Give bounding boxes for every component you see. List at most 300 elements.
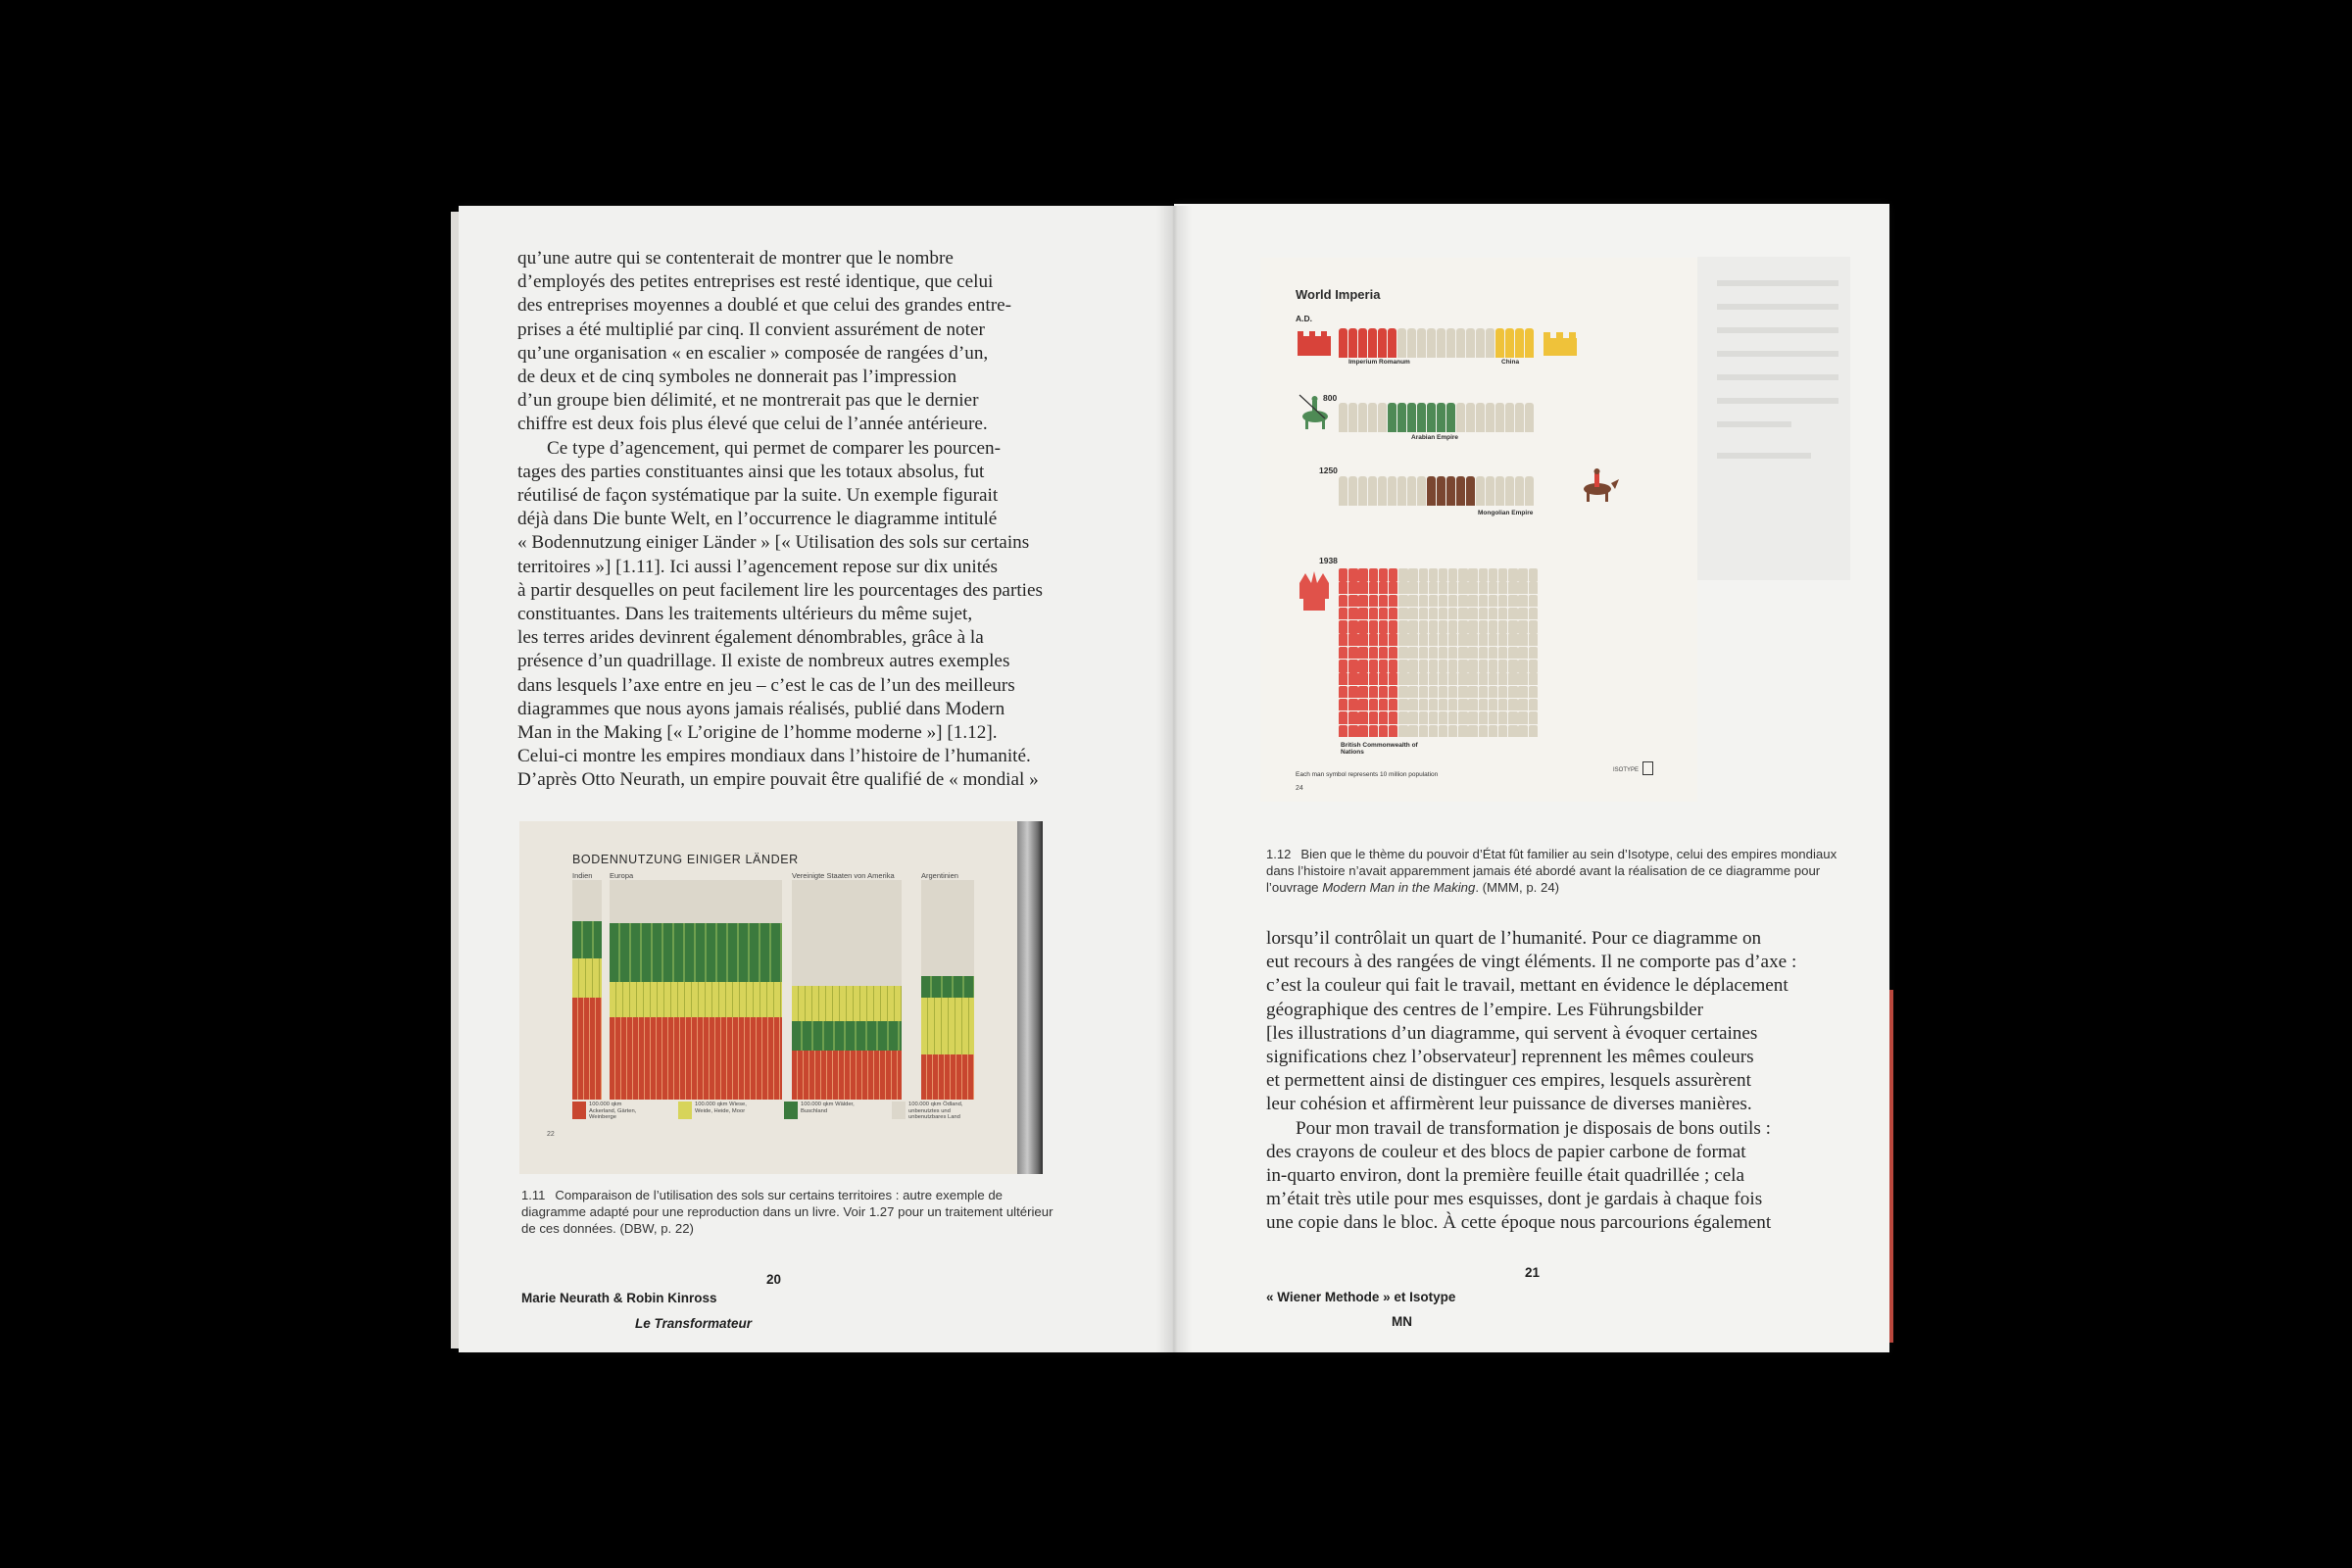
- man-symbol: [1369, 660, 1378, 672]
- text-line: lorsqu’il contrôlait un quart de l’humanité. Pour ce diagramme on: [1266, 928, 1762, 949]
- man-symbol: [1348, 568, 1357, 581]
- man-symbol: [1498, 647, 1507, 660]
- arab-horseman-icon: [1296, 393, 1338, 432]
- man-symbol: [1379, 647, 1388, 660]
- region-label-indien: Indien: [572, 871, 593, 880]
- man-symbol: [1408, 725, 1417, 738]
- man-symbol: [1508, 686, 1517, 699]
- man-symbol: [1439, 660, 1447, 672]
- man-symbol: [1479, 672, 1488, 685]
- man-symbol: [1429, 686, 1438, 699]
- man-symbol: [1458, 608, 1467, 620]
- man-symbol: [1379, 608, 1388, 620]
- photographed-book-spine: [1017, 821, 1043, 1174]
- man-symbol: [1427, 328, 1436, 358]
- man-symbol: [1518, 568, 1527, 581]
- man-symbol: [1439, 595, 1447, 608]
- man-symbol: [1508, 608, 1517, 620]
- man-symbol: [1419, 568, 1428, 581]
- man-symbol: [1398, 725, 1407, 738]
- man-symbol: [1476, 476, 1485, 506]
- man-symbol: [1518, 672, 1527, 685]
- man-symbol: [1468, 608, 1477, 620]
- right-page-number: 21: [1525, 1265, 1541, 1280]
- man-symbol: [1358, 672, 1367, 685]
- man-symbol: [1408, 581, 1417, 594]
- man-symbol: [1468, 725, 1477, 738]
- empire-label-arabian-empire: Arabian Empire: [1411, 434, 1459, 441]
- man-symbol: [1348, 328, 1357, 358]
- man-symbol: [1429, 581, 1438, 594]
- man-symbol: [1458, 725, 1467, 738]
- man-symbol: [1358, 568, 1367, 581]
- right-paragraph-1: [1266, 927, 1800, 1117]
- man-symbol: [1408, 699, 1417, 711]
- man-symbol: [1339, 568, 1348, 581]
- man-symbol: [1417, 328, 1426, 358]
- man-symbol: [1398, 660, 1407, 672]
- man-symbol: [1529, 699, 1538, 711]
- text-line: les terres arides devinrent également dénombrables, grâce à la: [517, 627, 984, 649]
- man-symbol: [1508, 699, 1517, 711]
- man-symbol: [1498, 672, 1507, 685]
- text-line: D’après Otto Neurath, un empire pouvait être qualifié de « mondial »: [517, 769, 1039, 791]
- man-symbol: [1408, 595, 1417, 608]
- man-symbol: [1389, 633, 1397, 646]
- caption-1-12-source: . (MMM, p. 24): [1475, 880, 1560, 895]
- man-symbol: [1508, 620, 1517, 633]
- man-symbol: [1508, 711, 1517, 724]
- caption-1-11-number: 1.11: [521, 1188, 546, 1202]
- man-symbol: [1429, 660, 1438, 672]
- man-symbol: [1458, 686, 1467, 699]
- text-line: territoires »] [1.11]. Ici aussi l’agencement repose sur dix unités: [517, 556, 999, 577]
- man-symbol: [1466, 476, 1475, 506]
- man-symbol: [1489, 725, 1497, 738]
- man-symbol: [1458, 633, 1467, 646]
- man-symbol: [1368, 476, 1377, 506]
- man-symbol: [1446, 328, 1455, 358]
- man-symbol: [1339, 403, 1348, 432]
- man-symbol: [1358, 686, 1367, 699]
- man-symbol: [1398, 608, 1407, 620]
- man-symbol: [1529, 581, 1538, 594]
- figure-1-11-title: BODENNUTZUNG EINIGER LÄNDER: [572, 853, 799, 866]
- man-symbol: [1339, 633, 1348, 646]
- man-symbol: [1476, 328, 1485, 358]
- man-symbol: [1529, 686, 1538, 699]
- man-symbol: [1408, 672, 1417, 685]
- man-symbol: [1458, 699, 1467, 711]
- man-symbol: [1529, 608, 1538, 620]
- man-symbol: [1479, 711, 1488, 724]
- figure-1-11-page-number: 22: [547, 1131, 555, 1138]
- man-symbol: [1448, 711, 1457, 724]
- man-symbol: [1419, 633, 1428, 646]
- man-symbol: [1529, 660, 1538, 672]
- legend-wasteland: 100.000 qkm Ödland, unbenutztes und unbenutzbares Land: [892, 1102, 963, 1121]
- man-symbol: [1389, 568, 1397, 581]
- region-label-argentinien: Argentinien: [921, 871, 958, 880]
- text-line: Man in the Making [« L’origine de l’homme moderne »] [1.12].: [517, 722, 998, 744]
- man-symbol: [1529, 620, 1538, 633]
- man-symbol: [1468, 699, 1477, 711]
- running-head-title: Le Transformateur: [635, 1316, 753, 1331]
- man-symbol: [1518, 725, 1527, 738]
- man-symbol: [1378, 403, 1387, 432]
- man-symbol: [1437, 403, 1446, 432]
- caption-1-12-book-title: Modern Man in the Making: [1322, 880, 1476, 895]
- man-symbol: [1479, 633, 1488, 646]
- man-symbol: [1498, 608, 1507, 620]
- left-paragraph-1: [517, 247, 1047, 437]
- man-symbol: [1369, 633, 1378, 646]
- text-line: eut recours à des rangées de vingt éléments. Il ne comporte pas d’axe :: [1266, 952, 1797, 973]
- man-symbol: [1379, 568, 1388, 581]
- man-symbol: [1505, 476, 1514, 506]
- man-symbol: [1466, 403, 1475, 432]
- man-symbol: [1419, 608, 1428, 620]
- man-symbol: [1339, 328, 1348, 358]
- man-symbol: [1419, 647, 1428, 660]
- man-symbol: [1498, 568, 1507, 581]
- running-head-section: « Wiener Methode » et Isotype: [1266, 1290, 1456, 1304]
- man-symbol: [1358, 660, 1367, 672]
- man-symbol: [1348, 711, 1357, 724]
- text-line: réutilisé de façon systématique par la suite. Un exemple figurait: [517, 485, 999, 507]
- man-symbol: [1446, 476, 1455, 506]
- man-symbol: [1437, 476, 1446, 506]
- caption-1-11-text: Comparaison de l’utilisation des sols sur certains territoires : autre exemple de diagramme adapté pour une reproduction dans un livre. Voir 1.27 pour un traitement ultérieur de ces données. (DBW, p. 22): [521, 1188, 1054, 1236]
- man-symbol: [1468, 672, 1477, 685]
- text-line: Ce type d’agencement, qui permet de comparer les pourcen-: [547, 437, 1001, 459]
- man-symbol: [1458, 672, 1467, 685]
- man-symbol: [1489, 647, 1497, 660]
- man-symbol: [1429, 633, 1438, 646]
- man-symbol: [1448, 620, 1457, 633]
- text-line: c’est la couleur qui fait le travail, mettant en évidence le déplacement: [1266, 975, 1788, 997]
- man-symbol: [1508, 568, 1517, 581]
- text-line: prises a été multiplié par cinq. Il convient assurément de noter: [517, 318, 985, 340]
- man-symbol: [1489, 620, 1497, 633]
- man-symbol: [1339, 660, 1348, 672]
- man-symbol: [1389, 660, 1397, 672]
- right-body-text: [1266, 927, 1800, 1236]
- man-symbol: [1379, 725, 1388, 738]
- man-symbol: [1398, 647, 1407, 660]
- man-symbol: [1498, 686, 1507, 699]
- year-label-1250: 1250: [1319, 466, 1338, 475]
- man-symbol: [1498, 711, 1507, 724]
- man-symbol: [1468, 595, 1477, 608]
- man-symbol: [1398, 633, 1407, 646]
- man-symbol: [1419, 620, 1428, 633]
- figure-1-11-land-use: [519, 821, 1043, 1174]
- man-symbol: [1489, 581, 1497, 594]
- isotype-logo-icon: [1642, 761, 1653, 775]
- text-line: Celui-ci montre les empires mondiaux dans l’histoire de l’humanité.: [517, 746, 1031, 767]
- man-symbol: [1339, 620, 1348, 633]
- man-symbol: [1369, 647, 1378, 660]
- man-symbol: [1515, 328, 1524, 358]
- man-symbol: [1486, 476, 1494, 506]
- man-symbol: [1518, 608, 1527, 620]
- man-symbol: [1479, 647, 1488, 660]
- man-symbol: [1508, 581, 1517, 594]
- man-symbol: [1368, 403, 1377, 432]
- man-symbol: [1489, 686, 1497, 699]
- land-use-column-usa: [792, 880, 902, 1100]
- man-symbol: [1525, 328, 1534, 358]
- man-symbol: [1429, 647, 1438, 660]
- man-symbol: [1486, 403, 1494, 432]
- man-symbol: [1358, 620, 1367, 633]
- man-symbol: [1429, 725, 1438, 738]
- man-symbol: [1358, 595, 1367, 608]
- man-symbol: [1468, 633, 1477, 646]
- man-symbol: [1498, 633, 1507, 646]
- man-symbol: [1339, 647, 1348, 660]
- man-symbol: [1476, 403, 1485, 432]
- man-symbol: [1358, 581, 1367, 594]
- empire-label-china: China: [1501, 359, 1520, 366]
- man-symbol: [1419, 660, 1428, 672]
- year-label-1938: 1938: [1319, 556, 1338, 565]
- man-symbol: [1468, 711, 1477, 724]
- man-symbol: [1378, 328, 1387, 358]
- land-use-column-europa: [610, 880, 782, 1100]
- man-symbol: [1468, 568, 1477, 581]
- man-symbol: [1508, 633, 1517, 646]
- man-symbol: [1448, 672, 1457, 685]
- man-symbol: [1379, 711, 1388, 724]
- man-symbol: [1529, 725, 1538, 738]
- man-symbol: [1369, 711, 1378, 724]
- man-symbol: [1429, 595, 1438, 608]
- man-symbol: [1348, 725, 1357, 738]
- man-symbol: [1458, 647, 1467, 660]
- man-symbol: [1529, 672, 1538, 685]
- man-symbol: [1427, 403, 1436, 432]
- man-symbol: [1348, 476, 1357, 506]
- man-symbol: [1369, 608, 1378, 620]
- man-symbol: [1489, 633, 1497, 646]
- man-symbol: [1495, 328, 1504, 358]
- man-symbol: [1419, 686, 1428, 699]
- man-symbol: [1348, 672, 1357, 685]
- man-symbol: [1518, 660, 1527, 672]
- man-symbol: [1398, 595, 1407, 608]
- man-symbol: [1518, 711, 1527, 724]
- man-symbol: [1439, 633, 1447, 646]
- man-symbol: [1358, 476, 1367, 506]
- man-symbol: [1389, 686, 1397, 699]
- man-symbol: [1339, 581, 1348, 594]
- man-symbol: [1429, 711, 1438, 724]
- man-symbol: [1348, 608, 1357, 620]
- man-symbol: [1448, 699, 1457, 711]
- man-symbol: [1458, 568, 1467, 581]
- row-ad-figures: [1339, 328, 1535, 358]
- man-symbol: [1379, 633, 1388, 646]
- text-line: diagrammes que nous ayons jamais réalisés, publié dans Modern: [517, 698, 1005, 719]
- man-symbol: [1398, 620, 1407, 633]
- caption-1-11: [521, 1187, 1070, 1237]
- left-body-text: [517, 247, 1047, 793]
- man-symbol: [1518, 595, 1527, 608]
- man-symbol: [1358, 328, 1367, 358]
- man-symbol: [1429, 608, 1438, 620]
- figure-1-12-page-number: 24: [1296, 785, 1303, 792]
- man-symbol: [1458, 711, 1467, 724]
- man-symbol: [1339, 476, 1348, 506]
- man-symbol: [1429, 672, 1438, 685]
- man-symbol: [1479, 595, 1488, 608]
- man-symbol: [1389, 620, 1397, 633]
- man-symbol: [1369, 725, 1378, 738]
- man-symbol: [1389, 647, 1397, 660]
- text-line: « Bodennutzung einiger Länder » [« Utilisation des sols sur certains: [517, 532, 1030, 554]
- legend-forest: 100.000 qkm Wälder, Buschland: [784, 1102, 856, 1119]
- man-symbol: [1458, 620, 1467, 633]
- text-line: présence d’un quadrillage. Il existe de nombreux autres exemples: [517, 651, 1010, 672]
- man-symbol: [1486, 328, 1494, 358]
- man-symbol: [1397, 403, 1406, 432]
- man-symbol: [1448, 686, 1457, 699]
- man-symbol: [1358, 725, 1367, 738]
- man-symbol: [1358, 608, 1367, 620]
- year-label-ad: A.D.: [1296, 314, 1312, 323]
- text-line: des crayons de couleur et des blocs de papier carbone de format: [1266, 1141, 1746, 1162]
- man-symbol: [1408, 686, 1417, 699]
- man-symbol: [1448, 660, 1457, 672]
- man-symbol: [1505, 328, 1514, 358]
- man-symbol: [1498, 620, 1507, 633]
- man-symbol: [1525, 476, 1534, 506]
- man-symbol: [1448, 633, 1457, 646]
- man-symbol: [1458, 660, 1467, 672]
- man-symbol: [1358, 647, 1367, 660]
- man-symbol: [1479, 568, 1488, 581]
- man-symbol: [1515, 403, 1524, 432]
- man-symbol: [1439, 725, 1447, 738]
- man-symbol: [1489, 568, 1497, 581]
- legend-cropland: 100.000 qkm Ackerland, Gärten, Weinberge: [572, 1102, 644, 1121]
- man-symbol: [1369, 699, 1378, 711]
- man-symbol: [1388, 328, 1396, 358]
- text-line: et permettent ainsi de distinguer ces empires, lesquels assurèrent: [1266, 1070, 1751, 1092]
- man-symbol: [1369, 581, 1378, 594]
- man-symbol: [1389, 699, 1397, 711]
- man-symbol: [1518, 620, 1527, 633]
- man-symbol: [1378, 476, 1387, 506]
- man-symbol: [1515, 476, 1524, 506]
- man-symbol: [1427, 476, 1436, 506]
- man-symbol: [1389, 581, 1397, 594]
- text-line: leur cohésion et affirmèrent leur puissance de diverses manières.: [1266, 1094, 1752, 1115]
- man-symbol: [1389, 725, 1397, 738]
- man-symbol: [1348, 403, 1357, 432]
- man-symbol: [1439, 699, 1447, 711]
- man-symbol: [1348, 620, 1357, 633]
- text-line: chiffre est deux fois plus élevé que celui de l’année antérieure.: [517, 414, 988, 435]
- man-symbol: [1518, 686, 1527, 699]
- man-symbol: [1489, 711, 1497, 724]
- man-symbol: [1508, 660, 1517, 672]
- text-line: in-quarto environ, dont la première feuille était quadrillée ; cela: [1266, 1165, 1745, 1187]
- man-symbol: [1508, 647, 1517, 660]
- man-symbol: [1358, 711, 1367, 724]
- man-symbol: [1479, 686, 1488, 699]
- man-symbol: [1439, 672, 1447, 685]
- land-use-column-argentinien: [921, 880, 974, 1100]
- text-line: géographique des centres de l’empire. Les Führungsbilder: [1266, 999, 1703, 1020]
- man-symbol: [1439, 647, 1447, 660]
- man-symbol: [1348, 595, 1357, 608]
- man-symbol: [1348, 633, 1357, 646]
- man-symbol: [1529, 595, 1538, 608]
- figure-1-12-title: World Imperia: [1296, 287, 1381, 302]
- row-1938-figure-grid: [1339, 568, 1538, 737]
- man-symbol: [1525, 403, 1534, 432]
- man-symbol: [1419, 672, 1428, 685]
- man-symbol: [1505, 403, 1514, 432]
- man-symbol: [1468, 581, 1477, 594]
- man-symbol: [1468, 660, 1477, 672]
- text-line: constituantes. Dans les traitements ultérieurs du même sujet,: [517, 604, 973, 625]
- caption-1-12-text: Bien que le thème du pouvoir d’État fût familier au sein d’Isotype, celui des empires mondiaux dans l’histoire n’avait apparemment jamais été abordé avant la réalisation de ce diagramme pour l’ouvrage: [1266, 847, 1838, 895]
- empire-label-imperium-romanum: Imperium Romanum: [1348, 359, 1410, 366]
- man-symbol: [1498, 699, 1507, 711]
- man-symbol: [1479, 725, 1488, 738]
- man-symbol: [1448, 647, 1457, 660]
- man-symbol: [1339, 711, 1348, 724]
- man-symbol: [1398, 581, 1407, 594]
- man-symbol: [1466, 328, 1475, 358]
- man-symbol: [1489, 595, 1497, 608]
- man-symbol: [1448, 581, 1457, 594]
- man-symbol: [1417, 476, 1426, 506]
- man-symbol: [1479, 660, 1488, 672]
- man-symbol: [1358, 403, 1367, 432]
- man-symbol: [1408, 660, 1417, 672]
- man-symbol: [1439, 686, 1447, 699]
- left-paragraph-2: [517, 437, 1047, 793]
- land-use-column-indien: [572, 880, 602, 1100]
- running-head-initials: MN: [1392, 1314, 1412, 1329]
- man-symbol: [1489, 608, 1497, 620]
- man-symbol: [1508, 725, 1517, 738]
- man-symbol: [1407, 403, 1416, 432]
- man-symbol: [1419, 581, 1428, 594]
- empire-label-mongolian-empire: Mongolian Empire: [1478, 510, 1534, 516]
- man-symbol: [1479, 581, 1488, 594]
- man-symbol: [1389, 672, 1397, 685]
- man-symbol: [1439, 581, 1447, 594]
- man-symbol: [1419, 699, 1428, 711]
- man-symbol: [1419, 711, 1428, 724]
- region-label-usa: Vereinigte Staaten von Amerika: [792, 871, 895, 880]
- text-line: dans lesquels l’axe entre en jeu – c’est le cas de l’un des meilleurs: [517, 674, 1015, 696]
- man-symbol: [1369, 672, 1378, 685]
- british-crown-icon: [1296, 569, 1333, 612]
- figure-1-12-footnote: Each man symbol represents 10 million population: [1296, 771, 1439, 778]
- man-symbol: [1456, 328, 1465, 358]
- man-symbol: [1379, 581, 1388, 594]
- empire-label-british-commonwealth: British Commonwealth of Nations: [1341, 742, 1418, 756]
- man-symbol: [1397, 328, 1406, 358]
- man-symbol: [1518, 581, 1527, 594]
